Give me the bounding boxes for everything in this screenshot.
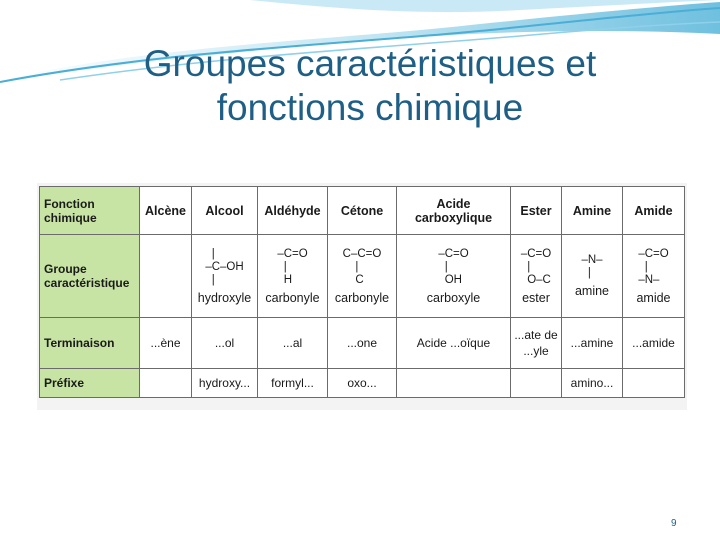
table-cell: hydroxy... — [192, 369, 258, 398]
ester-ending: ...ate de ...yle — [514, 328, 558, 358]
table-header-row — [40, 187, 685, 235]
group-formula: –N– | — [581, 254, 603, 279]
group-name: amide — [636, 290, 671, 305]
table-cell — [397, 369, 511, 398]
table-row-prefix — [40, 369, 685, 398]
corner-header-cell: Fonction chimique — [40, 187, 140, 235]
group-name: carboxyle — [426, 290, 481, 305]
table-row-ending — [40, 318, 685, 369]
group-formula: –C=O | OH — [438, 247, 469, 286]
column-header: Alcool — [192, 187, 258, 235]
group-name: amine — [574, 284, 610, 298]
table-row-group — [40, 235, 685, 318]
column-header: Ester — [511, 187, 562, 235]
slide-title-line-1: Groupes caractéristiques et — [143, 43, 597, 84]
table-cell — [623, 369, 685, 398]
table-cell: formyl... — [258, 369, 328, 398]
table-cell: ...ène — [140, 318, 192, 369]
table-cell — [192, 235, 258, 318]
group-formula: –C=O | –N– — [638, 247, 669, 286]
table-cell — [140, 369, 192, 398]
group-name: carbonyle — [334, 290, 390, 305]
column-header: Amine — [562, 187, 623, 235]
row-header-cell: Préfixe — [40, 369, 140, 398]
group-formula: –C=O | O–C — [520, 247, 552, 286]
table-cell — [623, 235, 685, 318]
slide-title — [60, 42, 680, 130]
group-name: hydroxyle — [197, 290, 252, 305]
column-header: Aldéhyde — [258, 187, 328, 235]
table-cell — [511, 369, 562, 398]
table-cell: ...ol — [192, 318, 258, 369]
table-cell: oxo... — [328, 369, 397, 398]
table-cell: amino... — [562, 369, 623, 398]
row-header-cell: Terminaison — [40, 318, 140, 369]
table-cell — [511, 318, 562, 369]
column-header: Acide carboxylique — [397, 187, 511, 235]
chemical-functions-table — [39, 186, 685, 398]
group-formula: | –C–OH | — [205, 247, 244, 286]
table-cell: Acide ...oïque — [397, 318, 511, 369]
group-formula: –C=O | H — [277, 247, 308, 286]
column-header: Amide — [623, 187, 685, 235]
table-cell — [140, 235, 192, 318]
table-cell: ...one — [328, 318, 397, 369]
slide-title-line-2: fonctions chimique — [216, 87, 524, 128]
table-cell — [328, 235, 397, 318]
table-cell: ...amine — [562, 318, 623, 369]
row-header-cell: Groupe caractéristique — [40, 235, 140, 318]
table-cell — [511, 235, 562, 318]
table-cell: ...amide — [623, 318, 685, 369]
group-formula: C–C=O | C — [342, 247, 382, 286]
table-cell — [258, 235, 328, 318]
table-cell: ...al — [258, 318, 328, 369]
column-header: Cétone — [328, 187, 397, 235]
column-header: Alcène — [140, 187, 192, 235]
table-cell — [562, 235, 623, 318]
group-name: ester — [522, 290, 550, 305]
page-number: 9 — [671, 518, 677, 529]
table-cell — [397, 235, 511, 318]
chemical-functions-table-image — [37, 183, 687, 410]
group-name: carbonyle — [265, 290, 320, 305]
